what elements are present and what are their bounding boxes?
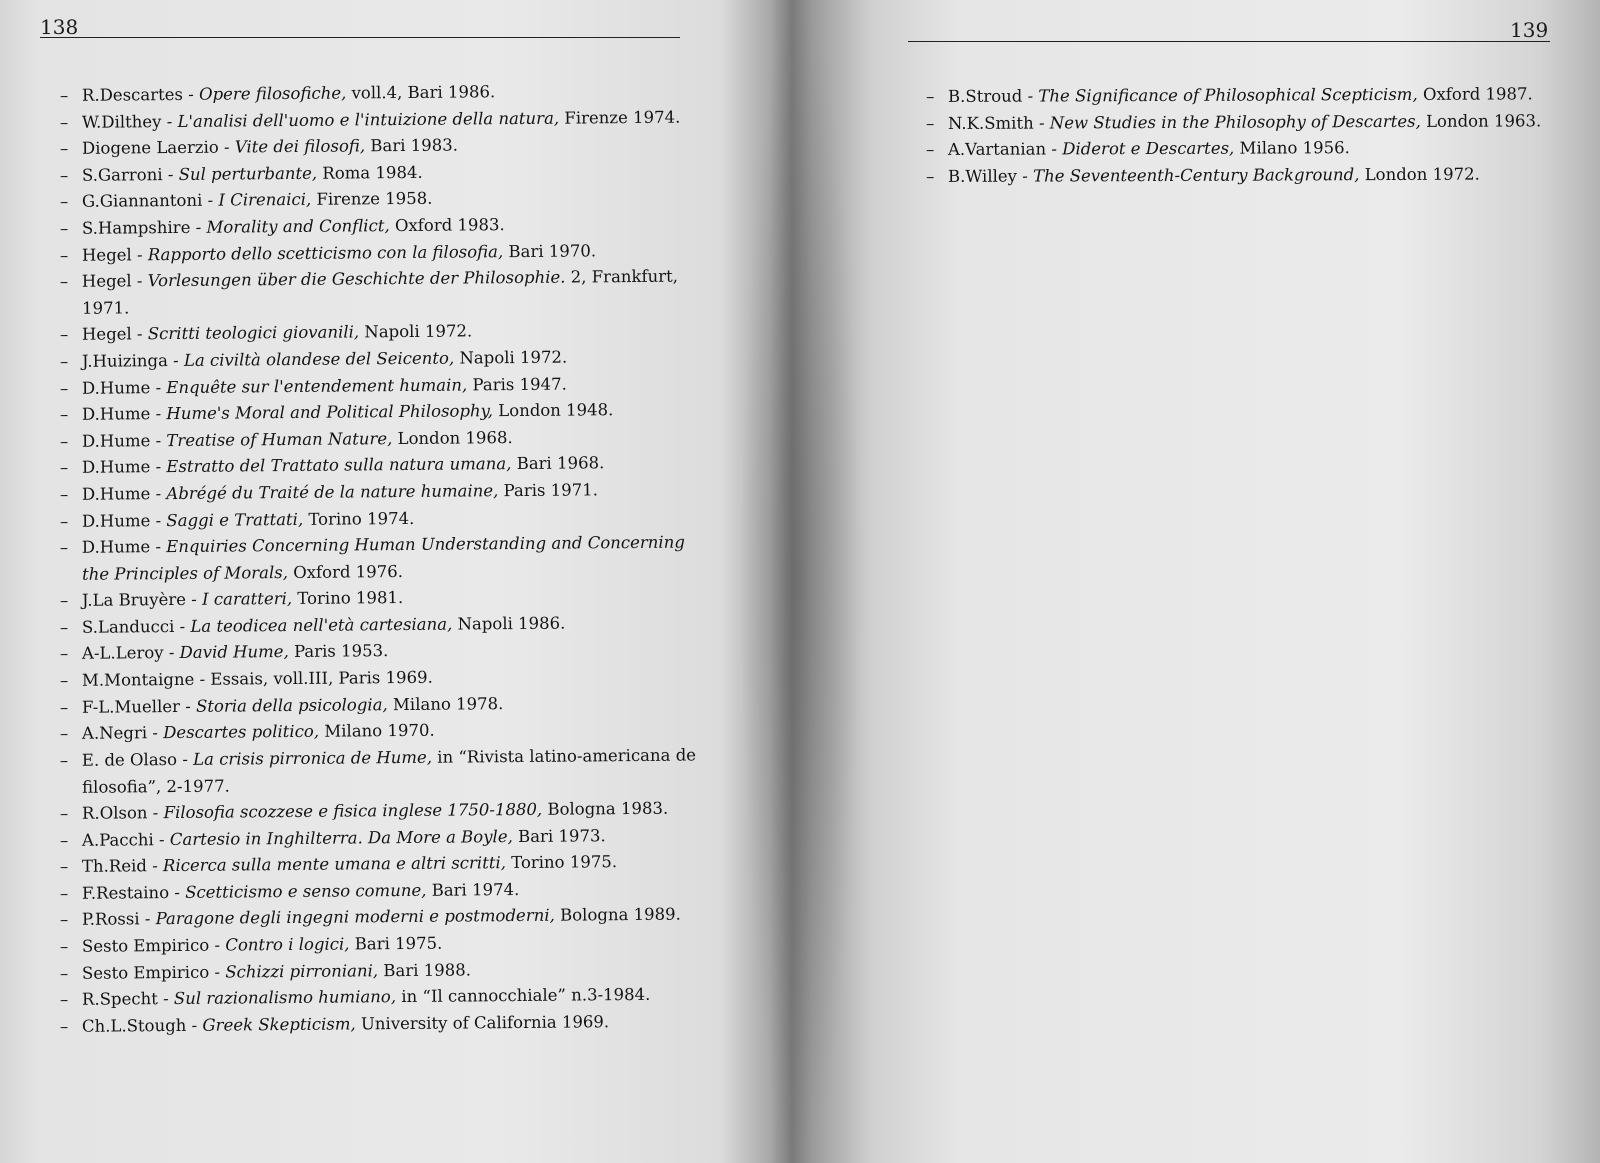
entry-title: La teodicea nell'età cartesiana, [190,614,453,636]
entry-title: Enquiries Concerning Human Understanding and Concerning the Principles of Morals, [82,532,685,584]
entry-publication: Roma 1984. [317,162,423,183]
bibliography-entry: – Sesto Empirico - Schizzi pirroniani, Bari 1988. [60,955,700,987]
entry-title: La civiltà olandese del Seicento, [183,348,455,370]
entry-dash: – [59,963,69,983]
entry-title: Ricerca sulla mente umana e altri scritti, [162,853,507,876]
entry-publication: Bologna 1983. [542,798,669,819]
entry-author: D.Hume [81,404,151,424]
entry-title: Scritti teologici giovanili, [147,322,360,344]
entry-dash: – [59,85,69,105]
left-page [0,0,790,1163]
entry-publication: Paris 1953. [288,641,389,662]
bibliography-entry: – Hegel - Rapporto dello scetticismo con la filosofia, Bari 1970. [60,237,700,269]
right-page [800,0,1600,1163]
entry-author: J.Huizinga [81,350,168,371]
bibliography-entry: – A.Vartanian - Diderot e Descartes, Milano 1956. [926,134,1566,163]
bibliography-entry: – J.Huizinga - La civiltà olandese del Seicento, Napoli 1972. [60,343,700,375]
entry-author: Sesto Empirico [81,935,210,956]
entry-author: A.Vartanian [947,139,1047,160]
bibliography-list [926,84,1566,190]
entry-title: Rapporto dello scetticismo con la filosofia, [147,241,504,264]
entry-publication: Firenze 1974. [559,107,681,128]
entry-title: Contro i logici, [225,934,350,955]
entry-author: R.Descartes [81,84,184,105]
entry-publication: Firenze 1958. [311,189,433,210]
bibliography-entry: – J.La Bruyère - I caratteri, Torino 1981. [60,583,700,615]
entry-title: Vite dei filosofi, [234,136,366,157]
bibliography-entry: – Hegel - Scritti teologici giovanili, Napoli 1972. [60,317,700,349]
entry-dash: – [59,910,69,930]
entry-publication: Napoli 1972. [359,321,473,342]
entry-author: E. de Olaso [81,749,178,770]
entry-dash: – [59,617,69,637]
entry-publication: London 1948. [492,400,614,421]
entry-publication: London 1968. [392,427,513,448]
entry-title: La crisis pirronica de Hume, [193,747,433,769]
entry-author: D.Hume [81,510,151,531]
entry-dash: – [59,245,69,265]
bibliography-entry: – B.Stroud - The Significance of Philosophical Scepticism, Oxford 1987. [926,81,1566,110]
entry-author: D.Hume [81,377,151,398]
entry-publication: Paris 1947. [467,374,567,394]
entry-title: I Cirenaici, [218,190,312,210]
entry-publication: Torino 1975. [505,852,618,873]
entry-dash: – [59,192,69,212]
entry-author: Hegel [81,324,132,345]
bibliography-entry: – D.Hume - Enquête sur l'entendement humain, Paris 1947. [60,370,700,402]
entry-author: Hegel [81,271,132,291]
bibliography-entry: – R.Olson - Filosofia scozzese e fisica inglese 1750-1880, Bologna 1983. [60,795,700,827]
entry-publication: Bari 1973. [512,825,606,846]
entry-title: Opere filosofiche, [198,83,347,104]
bibliography-entry: – S.Hampshire - Morality and Conflict, Oxford 1983. [60,210,700,242]
entry-dash: – [925,140,935,160]
entry-title: Sul razionalismo humiano, [173,987,397,1009]
entry-author: A.Negri [81,723,148,744]
entry-dash: – [59,750,69,770]
entry-dash: – [59,830,69,850]
entry-title: Treatise of Human Nature, [166,428,393,450]
entry-title: Sul perturbante, [178,163,318,184]
entry-author: N.K.Smith [947,113,1034,133]
bibliography-entry: – A.Negri - Descartes politico, Milano 1970. [60,716,700,748]
entry-dash: – [59,591,69,611]
entry-publication: 2, Frankfurt, 1971. [82,266,679,318]
entry-author: Hegel [81,244,132,265]
entry-author: S.Garroni [81,164,163,185]
bibliography-entry: – D.Hume - Hume's Moral and Political Philosophy, London 1948. [60,397,700,429]
entry-publication: University of California 1969. [355,1011,610,1034]
entry-author: D.Hume [81,537,151,557]
entry-dash: – [59,325,69,345]
bibliography-entry: – Hegel - Vorlesungen über die Geschichte der Philosophie. 2, Frankfurt, 1971. [59,266,679,318]
header-rule [40,37,680,38]
entry-publication: Bari 1975. [349,933,443,954]
entry-author: D.Hume [81,484,151,504]
entry-title: The Significance of Philosophical Scepticism, [1038,84,1418,106]
bibliography-entry: – R.Specht - Sul razionalismo humiano, in “Il cannocchiale” n.3-1984. [60,982,700,1014]
entry-dash: – [59,139,69,159]
entry-publication: Bologna 1989. [554,904,681,926]
entry-title: Paragone degli ingegni moderni e postmoderni, [155,906,555,929]
entry-author: R.Specht [81,989,158,1009]
entry-title: Morality and Conflict, [206,216,390,237]
entry-author: D.Hume [81,457,151,478]
entry-dash: – [59,405,69,425]
entry-publication: Oxford 1983. [389,215,505,236]
entry-author: Th.Reid [81,856,147,877]
entry-publication: Milano 1970. [318,720,435,741]
entry-dash: – [59,165,69,185]
bibliography-entry: – A-L.Leroy - David Hume, Paris 1953. [60,636,700,668]
bibliography-entry: – Sesto Empirico - Contro i logici, Bari 1975. [60,928,700,960]
bibliography-entry: – S.Landucci - La teodicea nell'età cartesiana, Napoli 1986. [60,609,700,641]
bibliography-entry: – E. de Olaso - La crisis pirronica de Hume, in “Rivista latino-americana de filosofia”, 2-1977. [59,745,697,797]
entry-publication: in “Il cannocchiale” n.3-1984. [395,985,651,1007]
entry-dash: – [59,724,69,744]
entry-title: David Hume, [179,642,289,663]
bibliography-entry: – Th.Reid - Ricerca sulla mente umana e altri scritti, Torino 1975. [60,849,700,881]
entry-dash: – [59,431,69,451]
entry-publication: Napoli 1972. [454,347,568,368]
entry-dash: – [59,272,69,292]
entry-publication: Torino 1974. [303,508,415,529]
entry-title: Descartes politico, [163,721,320,743]
entry-publication: Milano 1978. [387,693,504,714]
header-rule [908,41,1550,42]
entry-publication: Bari 1968. [511,453,605,474]
entry-title: L'analisi dell'uomo e l'intuizione della natura, [177,108,560,131]
entry-dash: – [59,857,69,877]
entry-dash: – [59,484,69,504]
entry-publication: London 1963. [1420,110,1542,131]
bibliography-entry: – B.Willey - The Seventeenth-Century Background, London 1972. [926,161,1566,190]
bibliography-entry: – N.K.Smith - New Studies in the Philosophy of Descartes, London 1963. [926,108,1566,137]
entry-author: Sesto Empirico [81,962,210,983]
bibliography-entry: – Diogene Laerzio - Vite dei filosofi, Bari 1983. [60,131,700,163]
entry-title: Abrégé du Traité de la nature humaine, [166,481,499,503]
entry-author: A-L.Leroy [81,643,164,664]
entry-author: R.Olson [81,803,148,823]
entry-publication: Bari 1970. [503,240,597,261]
entry-dash: – [59,112,69,132]
entry-title: Estratto del Trattato sulla natura umana, [166,454,512,477]
entry-dash: – [59,511,69,531]
bibliography-entry: – D.Hume - Saggi e Trattati, Torino 1974. [60,503,700,535]
entry-publication: London 1972. [1359,164,1480,184]
entry-title: Cartesio in Inghilterra. Da More a Boyle, [169,826,513,849]
entry-title: Vorlesungen über die Geschichte der Philosophie. [147,267,566,291]
entry-dash: – [925,86,935,106]
bibliography-entry: – D.Hume - Enquiries Concerning Human Understanding and Concerning the Principles of Morals, Oxford 1976. [59,532,685,584]
bibliography-entry: – P.Rossi - Paragone degli ingegni moderni e postmoderni, Bologna 1989. [60,902,700,934]
entry-title: Saggi e Trattati, [166,509,304,530]
entry-publication: Napoli 1986. [452,613,566,634]
entry-title: Enquête sur l'entendement humain, [166,374,468,397]
bibliography-entry: – G.Giannantoni - I Cirenaici, Firenze 1958. [60,184,700,216]
entry-author: Diogene Laerzio [81,137,219,158]
bibliography-entry: – D.Hume - Treatise of Human Nature, London 1968. [60,423,700,455]
entry-dash: – [59,218,69,238]
entry-dash: – [59,458,69,478]
entry-title: Schizzi pirroniani, [225,960,379,982]
entry-author: B.Stroud [947,86,1023,106]
entry-publication: Torino 1981. [291,588,404,609]
entry-author: Ch.L.Stough [81,1015,187,1036]
entry-publication: Bari 1988. [377,960,472,980]
entry-author: J.La Bruyère [81,590,187,611]
entry-dash: – [59,883,69,903]
entry-title: Filosofia scozzese e fisica inglese 1750-1880, [163,799,543,823]
bibliography-entry: – D.Hume - Estratto del Trattato sulla natura umana, Bari 1968. [60,450,700,482]
entry-dash: – [59,1016,69,1036]
entry-author: F.Restaino [81,882,170,903]
bibliography-entry: – R.Descartes - Opere filosofiche, voll.4, Bari 1986. [60,77,700,109]
entry-dash: – [925,113,935,133]
entry-publication: Milano 1956. [1234,138,1350,158]
entry-title: Scetticismo e senso comune, [185,880,427,902]
entry-author: D.Hume [81,430,151,451]
entry-dash: – [59,803,69,824]
bibliography-entry: – S.Garroni - Sul perturbante, Roma 1984. [60,157,700,189]
entry-publication: Essais, voll.III, Paris 1969. [210,667,433,689]
entry-author: F-L.Mueller [81,696,181,717]
entry-author: G.Giannantoni [81,191,203,212]
entry-title: Diderot e Descartes, [1062,138,1235,159]
entry-title: Hume's Moral and Political Philosophy, [166,401,494,424]
page-number: 138 [40,15,79,39]
entry-dash: – [59,644,69,664]
entry-dash: – [925,166,935,186]
entry-author: S.Landucci [81,616,175,637]
entry-publication: Bari 1983. [365,135,459,156]
bibliography-list [60,83,700,1040]
entry-publication: Paris 1971. [498,480,598,501]
entry-publication: Oxford 1987. [1417,84,1533,104]
entry-dash: – [59,936,69,956]
entry-dash: – [59,990,69,1010]
bibliography-entry: – W.Dilthey - L'analisi dell'uomo e l'intuizione della natura, Firenze 1974. [60,104,700,136]
entry-author: S.Hampshire [81,217,191,238]
entry-publication: Bari 1974. [426,879,520,900]
bibliography-entry: – D.Hume - Abrégé du Traité de la nature humaine, Paris 1971. [60,476,700,508]
page-number: 139 [1510,18,1549,42]
entry-author: B.Willey [947,166,1018,186]
entry-author: M.Montaigne [81,669,195,690]
entry-title: Storia della psicologia, [195,694,388,716]
bibliography-entry: – F-L.Mueller - Storia della psicologia, Milano 1978. [60,689,700,721]
entry-author: P.Rossi [81,909,140,930]
entry-dash: – [59,351,69,371]
entry-dash: – [59,697,69,717]
entry-publication: Oxford 1976. [287,561,404,582]
entry-publication: in “Rivista latino-americana de filosofia”, 2-1977. [82,745,697,797]
entry-title: New Studies in the Philosophy of Descartes, [1049,111,1421,133]
entry-dash: – [59,378,69,398]
bibliography-entry: – Ch.L.Stough - Greek Skepticism, University of California 1969. [60,1008,700,1040]
entry-title: Greek Skepticism, [202,1014,356,1035]
entry-author: A.Pacchi [81,829,154,850]
entry-dash: – [59,538,69,558]
entry-author: W.Dilthey [81,111,162,132]
entry-title: I caratteri, [201,589,293,610]
entry-title: The Seventeenth-Century Background, [1033,164,1360,186]
bibliography-entry: – F.Restaino - Scetticismo e senso comune, Bari 1974. [60,875,700,907]
entry-publication: voll.4, Bari 1986. [346,82,496,103]
bibliography-entry: – A.Pacchi - Cartesio in Inghilterra. Da More a Boyle, Bari 1973. [60,822,700,854]
bibliography-entry: – M.Montaigne - Essais, voll.III, Paris 1969. [60,662,700,694]
entry-dash: – [59,670,69,691]
